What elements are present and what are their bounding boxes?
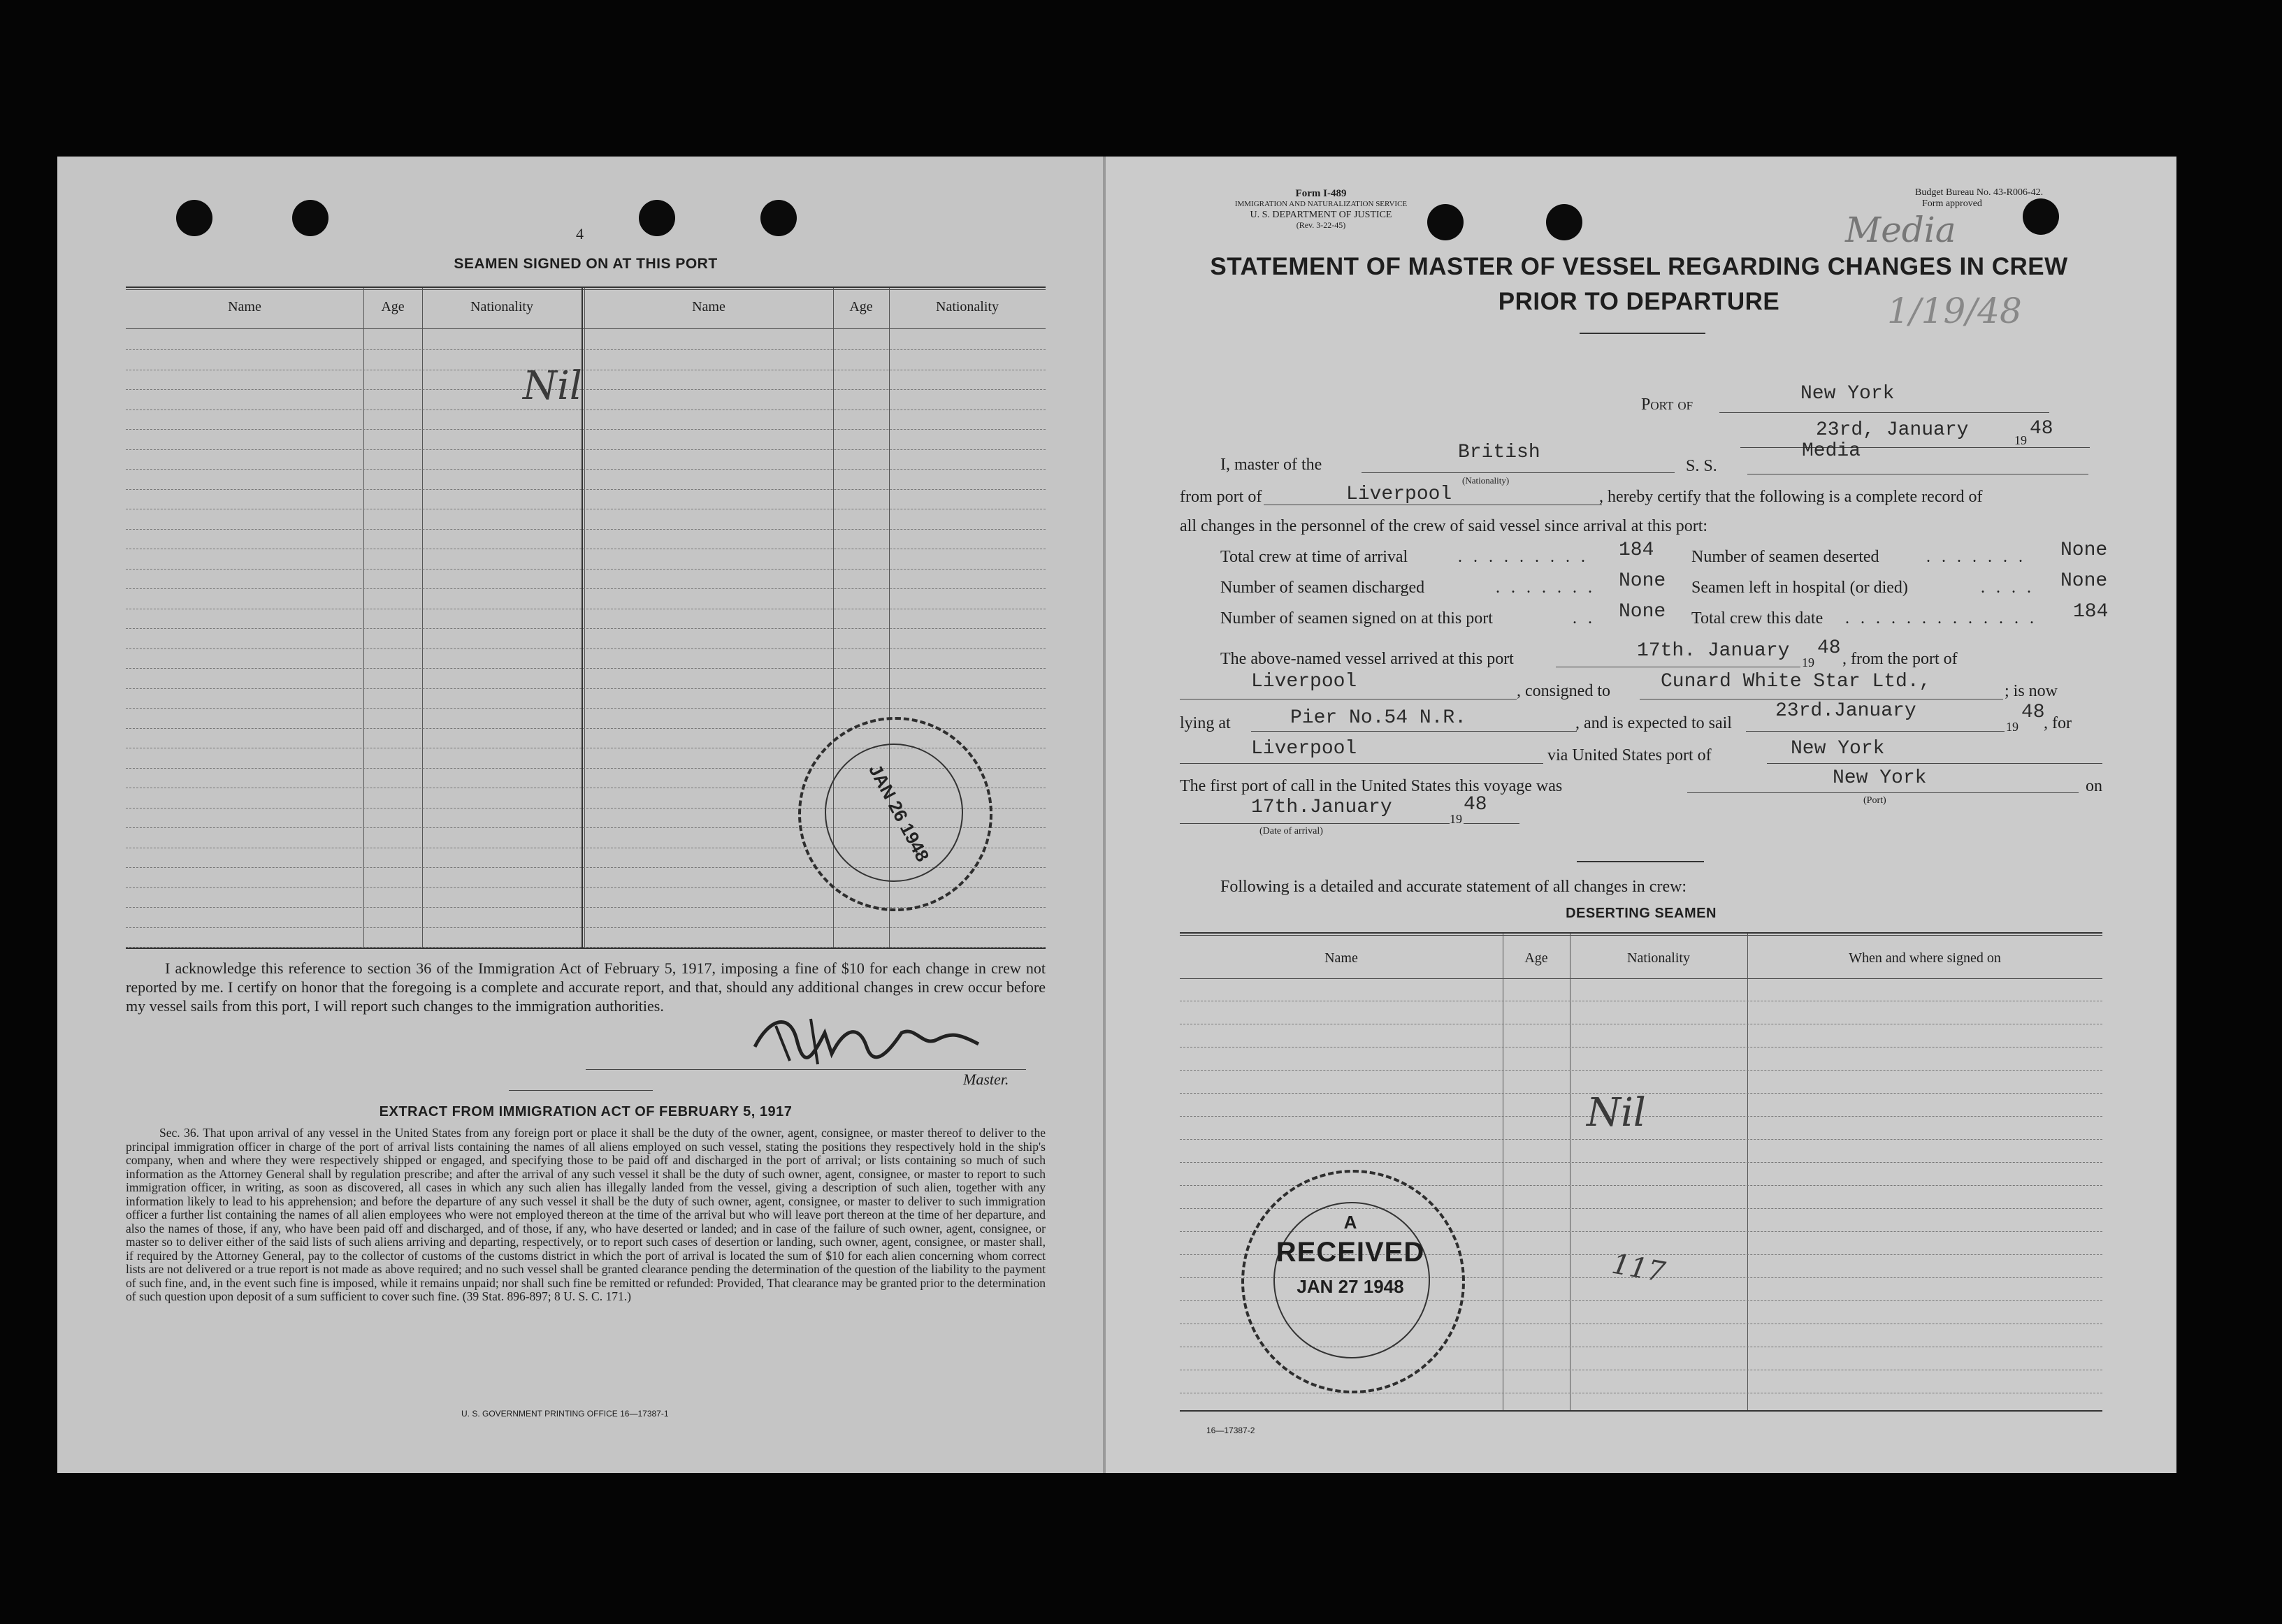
handwritten-date: 1/19/48 — [1887, 291, 2022, 331]
first-year-prefix: 19 — [1450, 812, 1462, 826]
sail-date: 23rd.January — [1775, 700, 1916, 722]
stat-value: None — [1619, 601, 1666, 623]
table-row-rule — [126, 409, 1046, 410]
sail-year: 48 — [2021, 702, 2045, 723]
stat-label: Seamen left in hospital (or died) — [1691, 579, 1908, 597]
destination-value: Liverpool — [1251, 738, 1357, 760]
stat-label: Number of seamen signed on at this port — [1220, 609, 1493, 628]
from-port-value: Liverpool — [1346, 484, 1452, 505]
punch-hole — [760, 200, 797, 236]
first-port-value: New York — [1833, 767, 1927, 789]
agency-line-2: U. S. DEPARTMENT OF JUSTICE — [1250, 210, 1392, 220]
stat-value: None — [2060, 539, 2108, 561]
table-row-rule — [126, 588, 1046, 589]
table-row-rule — [126, 927, 1046, 928]
punch-hole — [639, 200, 675, 236]
master-label: Master. — [963, 1071, 1009, 1088]
pier-value: Pier No.54 N.R. — [1290, 707, 1467, 729]
stat-value: 184 — [1619, 539, 1654, 561]
nil-annotation: Nil — [1587, 1090, 1646, 1136]
report-year: 48 — [2030, 418, 2053, 440]
table-row-rule — [1180, 1162, 2102, 1163]
extract-heading: EXTRACT FROM IMMIGRATION ACT OF FEBRUARY 5, 1917 — [379, 1104, 793, 1119]
stamp-date: JAN 26 1948 — [865, 760, 934, 865]
following-text: Following is a detailed and accurate statement of all changes in crew: — [1220, 878, 1687, 896]
via-label: via United States port of — [1547, 746, 1712, 764]
via-value: New York — [1791, 738, 1885, 760]
budget-block — [1915, 187, 2043, 210]
port-value: New York — [1800, 383, 1895, 405]
form-title-line-1: STATEMENT OF MASTER OF VESSEL REGARDING CHANGES IN CREW — [1210, 253, 2068, 280]
expected-label: , and is expected to sail — [1575, 714, 1732, 732]
table-row-rule — [126, 429, 1046, 430]
scribble: 117 — [1609, 1247, 1668, 1289]
table-row-rule — [126, 469, 1046, 470]
handwritten-ship-name: Media — [1845, 210, 1956, 250]
table-row-rule — [1180, 1139, 2102, 1140]
column-header: Nationality — [936, 299, 999, 314]
table-row-rule — [126, 668, 1046, 669]
agency-line-1: IMMIGRATION AND NATURALIZATION SERVICE — [1234, 200, 1408, 208]
stamp-letter: A — [1343, 1212, 1357, 1233]
page-fold — [1103, 157, 1106, 1473]
nil-annotation: Nil — [523, 363, 582, 409]
report-date: 23rd, January — [1816, 419, 1969, 441]
page-number: 4 — [576, 225, 584, 242]
table-row-rule — [126, 708, 1046, 709]
immigration-stamp — [798, 717, 992, 911]
is-now-label: ; is now — [2005, 682, 2058, 700]
consignee-value: Cunard White Star Ltd., — [1661, 671, 1931, 693]
column-header: Name — [692, 299, 725, 314]
stamp-word: RECEIVED — [1276, 1237, 1425, 1268]
certify-text-2: all changes in the personnel of the crew of said vessel since arrival at this port: — [1180, 517, 1708, 535]
table-row-rule — [126, 489, 1046, 490]
stat-label: Number of seamen deserted — [1691, 548, 1879, 566]
master-of-the-label: I, master of the — [1220, 456, 1322, 474]
stat-value: None — [2060, 570, 2108, 592]
first-arrival-date: 17th.January — [1251, 797, 1392, 818]
punch-hole — [292, 200, 328, 236]
arrived-date: 17th. January — [1637, 640, 1790, 662]
seamen-signed-on-heading: SEAMEN SIGNED ON AT THIS PORT — [454, 256, 718, 272]
for-label: , for — [2044, 714, 2072, 732]
form-footer: 16—17387-2 — [1206, 1426, 1255, 1435]
table-row-rule — [126, 529, 1046, 530]
arrived-label: The above-named vessel arrived at this port — [1220, 650, 1514, 668]
revision: (Rev. 3-22-45) — [1296, 220, 1346, 230]
printer-imprint: U. S. GOVERNMENT PRINTING OFFICE 16—17387-1 — [461, 1409, 669, 1419]
column-header: Nationality — [470, 299, 533, 314]
ss-label: S. S. — [1686, 457, 1717, 475]
acknowledgment-text: I acknowledge this reference to section 36 of the Immigration Act of February 5, 1917, imposing a fine of $10 for each change in crew not reported by me. I certify on honor that the foregoing is a complete and accurate report, and that, should any additional changes in crew occur before my vessel sails from this port, I will report such changes to the immigration authorities. — [126, 959, 1046, 1015]
received-stamp — [1241, 1170, 1465, 1393]
certify-text: , hereby certify that the following is a complete record of — [1599, 488, 1983, 506]
table-row-rule — [126, 349, 1046, 350]
port-label: Port of — [1641, 396, 1694, 414]
form-title-line-2: PRIOR TO DEPARTURE — [1498, 288, 1780, 315]
ship-value: Media — [1802, 440, 1861, 462]
column-header: Name — [228, 299, 261, 314]
nationality-value: British — [1458, 442, 1540, 463]
column-header: Name — [1324, 950, 1358, 966]
extract-text: Sec. 36. That upon arrival of any vessel in the United States from any foreign port or place it shall be the duty of the owner, agent, consignee, or master thereof to deliver to the principal immigration officer in charge of the port of arrival lists containing the names of all aliens employed on such vessel, stating the positions they respectively hold in the ship's company, when and where they were respectively shipped or engaged, and specifying those to be paid off and discharged in the port of arrival; or lists containing so much of such information as the Attorney General shall by regulation prescribe; and after the arrival of any such vessel it shall be the duty of such owner, agent, consignee, or master to report to such immigration officer, in writing, as soon as discovered, all cases in which any such alien has illegally landed from the vessel, giving a description of such alien, together with any information likely to lead to his apprehension; and before the departure of any such vessel it shall be the duty of such owner, agent, consignee, or master to deliver to such immigration officer a further list containing the names of all alien employees who were not employed thereon at the time of the arrival but who will leave port thereon at the time of her departure, and also the names of those, if any, who have been paid off and discharged, and of those, if any, who have deserted or landed; and in case of the failure of such owner, agent, consignee, or master so to deliver either of the said lists of such aliens arriving and departing, respectively, or to report such cases of desertion or landing, such owner, agent, consignee, or master shall, if required by the Attorney General, pay to the collector of customs of the customs district in which the port of arrival is located the sum of $10 for each alien concerning whom correct lists are not delivered or a true report is not made as above required; and no such vessel shall be granted clearance pending the determination of the question of the liability to the payment of such fine, and, in the event such fine is imposed, while it remains unpaid; nor shall such fine be remitted or refunded: Provided, That clearance may be granted prior to the determination of such question upon deposit of a sum sufficient to cover such fine. (39 Stat. 896-897; 8 U. S. C. 171.) — [126, 1126, 1046, 1303]
punch-hole — [1546, 204, 1582, 240]
from-port-label: from port of — [1180, 488, 1262, 506]
stat-value: 184 — [2073, 601, 2109, 623]
arrived-year-prefix: 19 — [1802, 655, 1814, 669]
stat-label: Total crew this date — [1691, 609, 1824, 628]
stat-label: Number of seamen discharged — [1220, 579, 1425, 597]
table-row-rule — [126, 569, 1046, 570]
table-row-rule — [126, 449, 1046, 450]
form-approved: Form approved — [1922, 198, 1982, 209]
stamp-date: JAN 27 1948 — [1297, 1276, 1404, 1297]
nationality-caption: (Nationality) — [1462, 475, 1510, 486]
table-row-rule — [126, 688, 1046, 689]
deserting-seamen-heading: DESERTING SEAMEN — [1566, 906, 1717, 921]
column-header: Nationality — [1627, 950, 1690, 966]
punch-hole — [176, 200, 212, 236]
table-row-rule — [126, 648, 1046, 649]
port-caption: (Port) — [1863, 795, 1886, 806]
on-label: on — [2086, 777, 2102, 795]
sail-year-prefix: 19 — [2006, 720, 2019, 734]
lying-at-label: lying at — [1180, 714, 1231, 732]
column-header: When and where signed on — [1849, 950, 2001, 966]
master-signature — [748, 1005, 999, 1072]
first-arrival-year: 48 — [1464, 794, 1487, 815]
arrived-year: 48 — [1817, 637, 1841, 659]
stat-label: Total crew at time of arrival — [1220, 548, 1408, 566]
consigned-label: , consigned to — [1517, 682, 1610, 700]
table-row-rule — [1180, 1070, 2102, 1071]
stat-value: None — [1619, 570, 1666, 592]
table-row-rule — [126, 389, 1046, 390]
column-header: Age — [1524, 950, 1548, 966]
table-row-rule — [126, 628, 1046, 629]
budget-number: Budget Bureau No. 43-R006-42. — [1915, 187, 2044, 198]
form-id: Form I-489 — [1295, 188, 1347, 199]
first-port-label: The first port of call in the United States this voyage was — [1180, 777, 1563, 795]
column-header: Age — [849, 299, 873, 314]
from-the-port-of-label: , from the port of — [1842, 650, 1958, 668]
origin-port-value: Liverpool — [1251, 671, 1357, 693]
report-year-prefix: 19 — [2014, 433, 2027, 447]
column-header: Age — [381, 299, 405, 314]
form-id-block — [1181, 189, 1461, 231]
date-of-arrival-caption: (Date of arrival) — [1259, 826, 1323, 836]
